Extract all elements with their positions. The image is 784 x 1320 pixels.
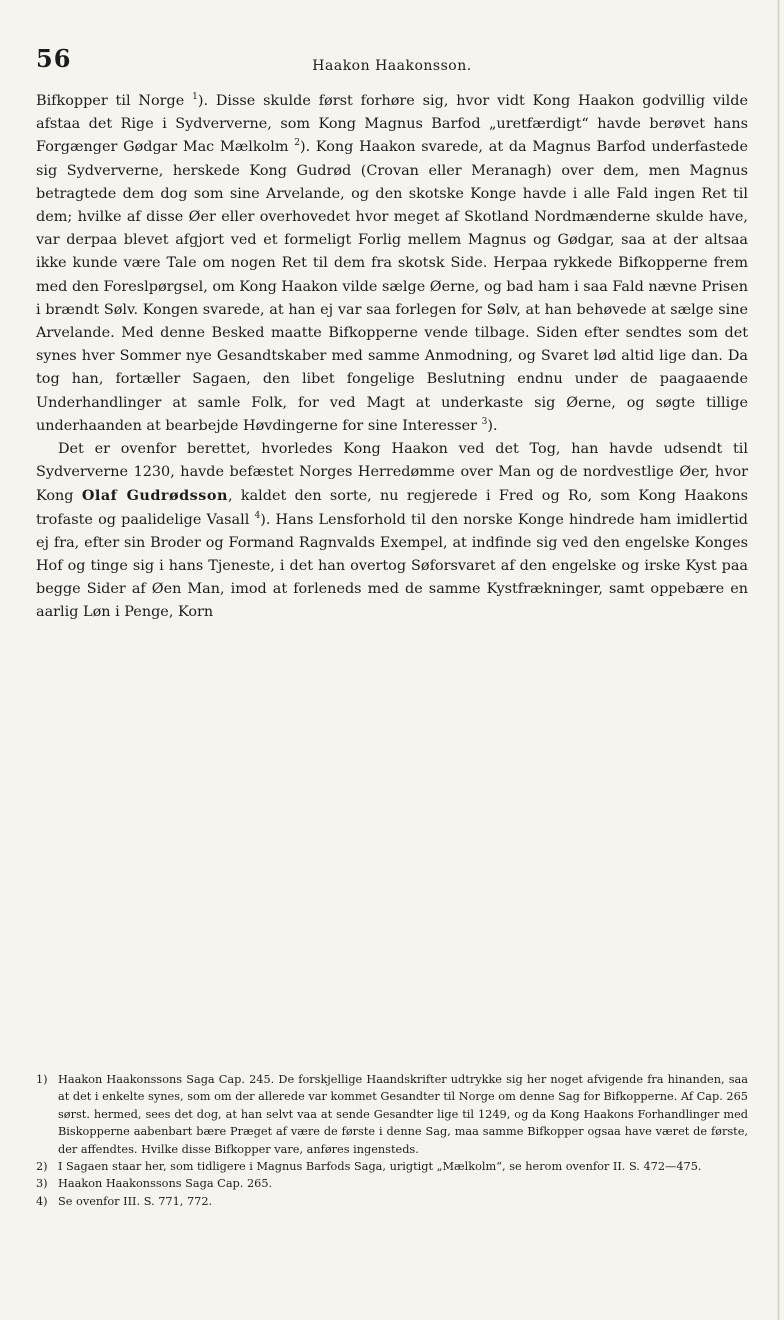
footnote-mark: 4) — [36, 1194, 48, 1208]
footnote — [36, 1193, 748, 1210]
footnote-ref: 1 — [192, 92, 198, 103]
footnote-ref: 2 — [294, 138, 300, 149]
text-run: , kaldet den sorte, nu regjerede i Fred og Ro, som Kong Haakons trofaste og paalidelige Vasall — [36, 488, 748, 528]
running-title: Haakon Haakonsson. — [312, 58, 472, 74]
footnote-text: Se ovenfor III. S. 771, 772. — [58, 1194, 213, 1208]
text-run: ). — [487, 417, 498, 434]
footnote-mark: 3) — [36, 1177, 48, 1191]
footnote-ref: 4 — [254, 510, 261, 521]
footnote-mark: 2) — [36, 1160, 48, 1174]
text-run: Bifkopper til Norge — [36, 93, 193, 109]
emphasized-name: Olaf Gudrødsson — [81, 487, 228, 505]
footnote-ref: 3 — [481, 417, 488, 428]
page-edge — [777, 0, 780, 1320]
footnote-text: Haakon Haakonssons Saga Cap. 265. — [58, 1177, 273, 1191]
footnotes — [36, 1071, 748, 1210]
page-number: 56 — [36, 44, 72, 73]
body-text — [36, 90, 748, 625]
footnote-text: Haakon Haakonssons Saga Cap. 245. De forskjellige Haandskrifter udtrykke sig her noget afvigende fra hinanden, saa at det i enkelte synes, som om der allerede var kommet Gesandter til Norge om denne Sag for Bifkopperne. Af Cap. 265 sørst. hermed, sees det dog, at han selvt vaa at sende Gesandter lige til 1249, og da Kong Haakons Forhandlinger med Biskopperne aabenbart bære Præget af være de første i denne Sag, maa samme Bifkopper ogsaa have været de første, der affendtes. Hvilke disse Bifkopper vare, anføres ingensteds. — [58, 1073, 748, 1156]
text-run: ). Disse skulde først forhøre sig, hvor vidt Kong Haakon godvillig vilde afstaa det Rige i Sydververne, som Kong Magnus Barfod „uretfærdigt“ havde berøvet hans Forgænger Gødgar Mac Mælkolm — [36, 93, 748, 156]
footnote-mark: 1) — [36, 1073, 48, 1086]
paragraph — [36, 90, 748, 438]
footnote — [36, 1158, 748, 1175]
text-run: Det er ovenfor berettet, hvorledes Kong Haakon ved det Tog, han havde udsendt til Sydververne 1230, havde befæstet Norges Herredømme over Man og de nordvestlige Øer, hvor Kong — [36, 441, 748, 505]
paragraph — [36, 438, 748, 625]
text-run: ). Hans Lensforhold til den norske Konge hindrede ham imidlertid ej fra, efter sin Broder og Formand Ragnvalds Exempel, at indfinde sig ved den engelske Konges Hof og tinge sig i hans Tjeneste, i det han overtog Søforsvaret af den engelske og irske Kyst paa begge Sider af Øen Man, imod at forleneds med de samme Kystfrækninger, samt oppebære en aarlig Løn i Penge, Korn — [36, 511, 748, 621]
text-run: ). Kong Haakon svarede, at da Magnus Barfod underfastede sig Sydververne, herskede Kong Gudrød (Crovan eller Meranagh) over dem, men Magnus betragtede dem dog som sine Arvelande, og den skotske Konge havde i alle Fald ingen Ret til dem; hvilke af disse Øer eller overhovedet hvor meget af Skotland Nordmænderne skulde have, var derpaa blevet afgjort ved et formeligt Forlig mellem Magnus og Gødgar, saa at der altsaa ikke kunde være Tale om nogen Ret til dem fra skotsk Side. Herpaa rykkede Bifkopperne frem med den Foreslpørgsel, om Kong Haakon vilde sælge Øerne, og bad ham i saa Fald nævne Prisen i brændt Sølv. Kongen svarede, at han ej var saa forlegen for Sølv, at han behøvede at sælge sine Arvelande. Med denne Besked maatte Bifkopperne vende tilbage. Siden efter sendtes som det synes hver Sommer nye Gesandtskaber med samme Anmodning, og Svaret lød altid lige dan. Da tog han, fortæller Sagaen, den libet fongelige Beslutning endnu under de paagaaende Underhandlinger at samle Folk, for ved Magt at underkaste sig Øerne, og søgte tillige underhaanden at bearbejde Høvdingerne for sine Interesser — [36, 139, 748, 434]
footnote-text: I Sagaen staar her, som tidligere i Magnus Barfods Saga, urigtigt „Mælkolm“, se herom ovenfor II. S. 472—475. — [58, 1160, 702, 1174]
footnote — [36, 1071, 748, 1158]
footnote — [36, 1175, 748, 1192]
